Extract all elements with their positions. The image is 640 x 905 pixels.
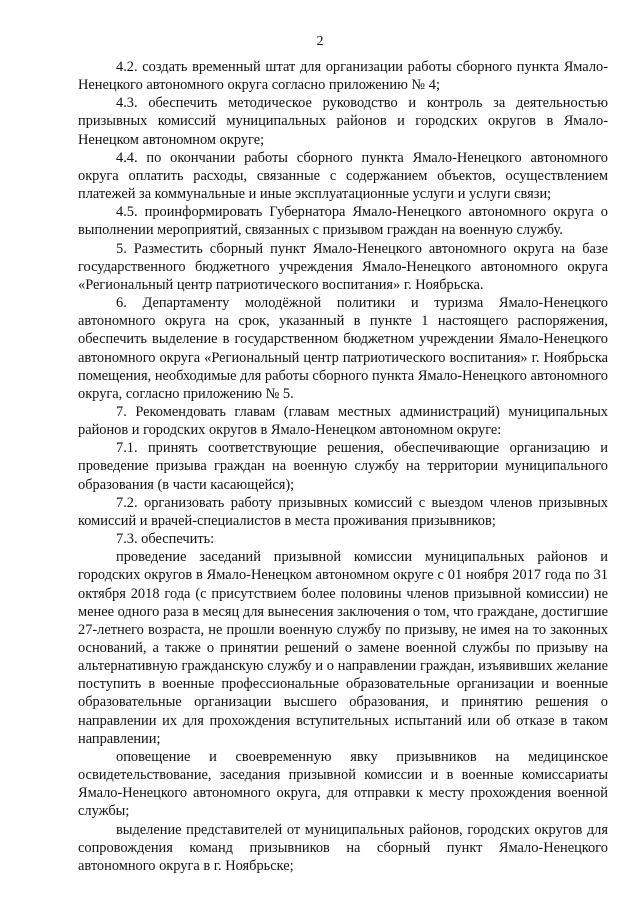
paragraph-7-3-sessions: проведение заседаний призывной комиссии муниципальных районов и городских округов в Ямало-Ненецком автономном округе с 01 ноября 2017 года по 31 октября 2018 года (с присутствием более половины членов призывной комиссии) не менее одного раза в месяц для вынесения заключения о том, что граждане, достигшие 27-летнего возраста, не прошли военную службу по призыву, не имея на то законных оснований, а также о принятии решений о замене военной службы по призыву на альтернативную гражданскую службу и о направлении граждан, изъявивших желание поступить в военные профессиональные образовательные организации и военные образовательные организации высшего образования, и принятию решения о направлении их для прохождения вступительных испытаний или об отказе в таком направлении; — [78, 549, 608, 747]
paragraph-4-3: 4.3. обеспечить методическое руководство и контроль за деятельностью призывных комиссий муниципальных районов и городских округов в Ямало-Ненецком автономном округе; — [78, 95, 608, 148]
page-number: 2 — [316, 34, 324, 49]
paragraph-4-4: 4.4. по окончании работы сборного пункта Ямало-Ненецкого автономного округа оплатить расходы, связанные с содержанием объектов, осуществлением платежей за коммунальные и иные эксплуатационные услуги и услуги связи; — [78, 149, 608, 203]
paragraph-7-3: 7.3. обеспечить: — [116, 531, 215, 548]
paragraph-5: 5. Разместить сборный пункт Ямало-Ненецкого автономного округа на базе государственного бюджетного учреждения Ямало-Ненецкого автономного округа «Региональный центр патриотического воспитания» г. Ноябрьска. — [78, 240, 608, 293]
paragraph-6: 6. Департаменту молодёжной политики и туризма Ямало-Ненецкого автономного округа на срок, указанный в пункте 1 настоящего распоряжения, обеспечить выделение в государственном бюджетном учреждении Ямало-Ненецкого автономного округа «Региональный центр патриотического воспитания» г. Ноябрьска помещения, необходимые для работы сборного пункта Ямало-Ненецкого автономного округа, согласно приложению № 5. — [78, 295, 608, 402]
paragraph-7-1: 7.1. принять соответствующие решения, обеспечивающие организацию и проведение призыва граждан на военную службу на территории муниципального образования (в части касающейся); — [78, 440, 608, 493]
paragraph-7-2: 7.2. организовать работу призывных комиссий с выездом членов призывных комиссий и врачей-специалистов в места проживания призывников; — [78, 494, 608, 529]
paragraph-4-2: 4.2. создать временный штат для организации работы сборного пункта Ямало-Ненецкого автономного округа согласно приложению № 4; — [78, 59, 608, 94]
paragraph-7-3-notification: оповещение и своевременную явку призывников на медицинское освидетельствование, заседания призывной комиссии и в военные комиссариаты Ямало-Ненецкого автономного округа, для отправки к месту прохождения военной службы; — [78, 748, 608, 820]
paragraph-4-5: 4.5. проинформировать Губернатора Ямало-Ненецкого автономного округа о выполнении мероприятий, связанных с призывом граждан на военную службу. — [78, 204, 608, 239]
paragraph-7-3-representatives: выделение представителей от муниципальных районов, городских округов для сопровождения команд призывников на сборный пункт Ямало-Ненецкого автономного округа в г. Ноябрьске; — [78, 821, 608, 874]
document-body — [78, 58, 608, 875]
paragraph-7: 7. Рекомендовать главам (главам местных администраций) муниципальных районов и городских округов в Ямало-Ненецком автономном округе: — [78, 403, 608, 439]
